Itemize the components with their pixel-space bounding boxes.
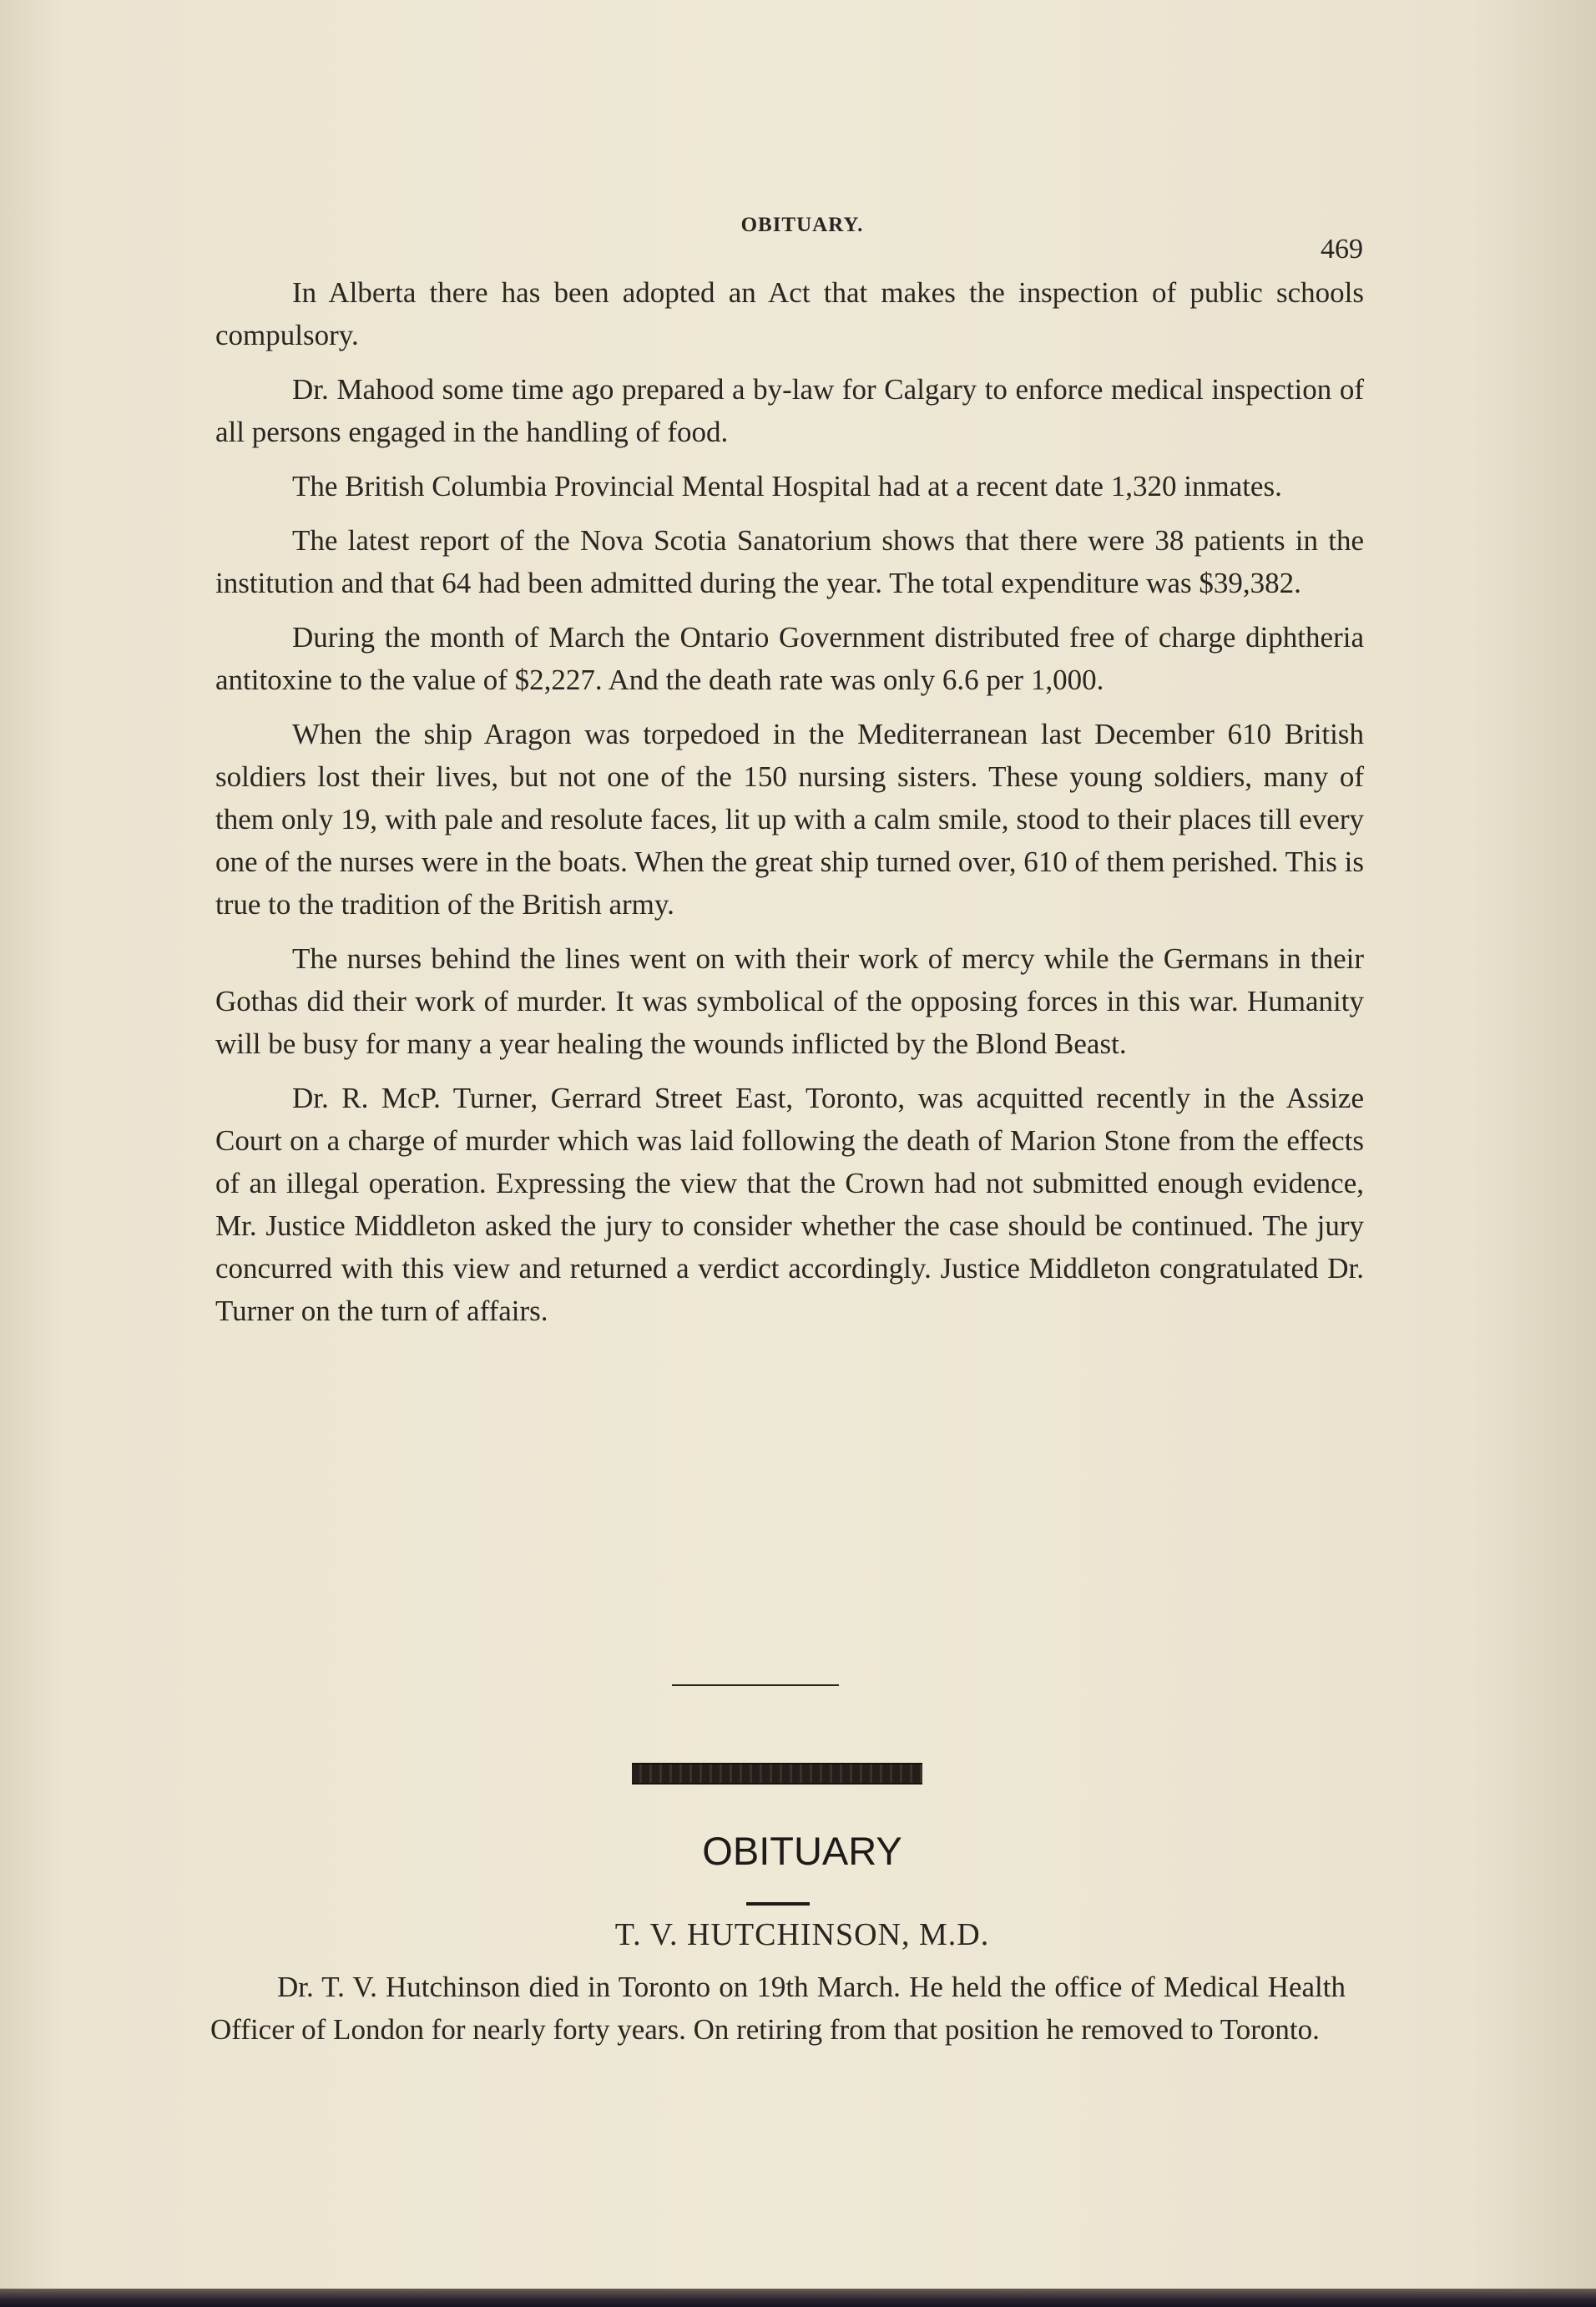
paragraph-turner: Dr. R. McP. Turner, Gerrard Street East, Toronto, was acquitted recently in the Assize Court on a charge of murder which was laid following the death of Marion Stone from the effects of an illegal operation. Expressing the view that the Crown had not submitted enough evidence, Mr. Justice Middleton asked the jury to consider whether the case should be continued. The jury concurred with this view and returned a verdict accordingly. Justice Middleton congratulated Dr. Turner on the turn of affairs. — [215, 1082, 1364, 1327]
page-bottom-edge — [0, 2289, 1596, 2307]
obituary-subhead: T. V. HUTCHINSON, M.D. — [614, 1917, 990, 1952]
obituary-title: OBITUARY — [702, 1829, 902, 1873]
paragraph-bc-hospital: The British Columbia Provincial Mental Hospital had at a recent date 1,320 inmates. — [292, 470, 1282, 502]
news-notes — [215, 271, 1364, 1344]
paragraph-nurses: The nurses behind the lines went on with their work of mercy while the Germans in their Gothas did their work of murder. It was symbolical of the opposing forces in this war. Humanity will be busy for many a year healing the wounds inflicted by the Blond Beast. — [215, 942, 1364, 1060]
paragraph-alberta: In Alberta there has been adopted an Act that makes the inspection of public schools compulsory. — [215, 276, 1364, 351]
paragraph-aragon: When the ship Aragon was torpedoed in the Mediterranean last December 610 British soldiers lost their lives, but not one of the 150 nursing sisters. These young soldiers, many of them only 19, with pale and resolute faces, lit up with a calm smile, stood to their places till every one of the nurses were in the boats. When the great ship turned over, 610 of them perished. This is true to the tradition of the British army. — [215, 718, 1364, 921]
paragraph-calgary: Dr. Mahood some time ago prepared a by-law for Calgary to enforce medical inspection of all persons engaged in the handling of food. — [215, 373, 1364, 448]
title-underline — [746, 1902, 810, 1906]
page-number: 469 — [1321, 234, 1363, 265]
paragraph-hutchinson: Dr. T. V. Hutchinson died in Toronto on 19th March. He held the office of Medical Health Officer of London for nearly forty years. On retiring from that position he removed to Toronto. — [210, 1971, 1346, 2046]
paragraph-ontario: During the month of March the Ontario Government distributed free of charge diphtheria antitoxine to the value of $2,227. And the death rate was only 6.6 per 1,000. — [215, 621, 1364, 696]
paragraph-nova-scotia: The latest report of the Nova Scotia Sanatorium shows that there were 38 patients in the institution and that 64 had been admitted during the year. The total expenditure was $39,382. — [215, 524, 1364, 599]
ornament-bar — [632, 1763, 922, 1785]
obituary-text — [210, 1966, 1346, 2051]
running-head: OBITUARY. — [740, 214, 864, 236]
section-divider-rule — [672, 1684, 839, 1686]
